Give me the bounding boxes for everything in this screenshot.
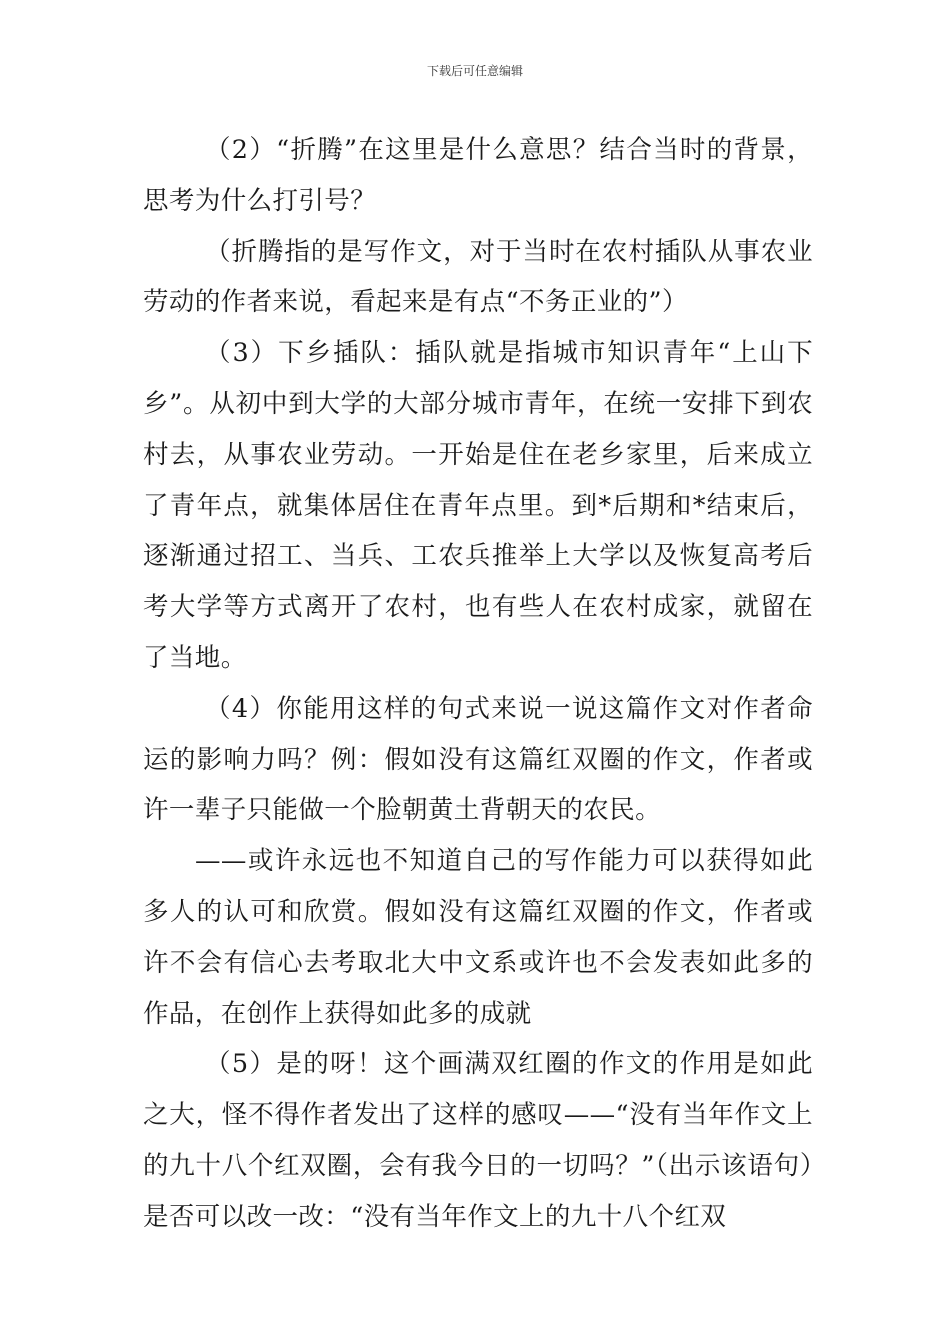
- paragraph-question-2: （2）“折腾”在这里是什么意思？结合当时的背景，思考为什么打引号？: [143, 135, 813, 216]
- paragraph-question-4: （4）你能用这样的句式来说一说这篇作文对作者命运的影响力吗？例：假如没有这篇红双圈的作文，作者或许一辈子只能做一个脸朝黄土背朝天的农民。: [143, 693, 813, 826]
- paragraph-item-5: （5）是的呀！这个画满双红圈的作文的作用是如此之大，怪不得作者发出了这样的感叹——“没有当年作文上的九十八个红双圈，会有我今日的一切吗？”（出示该语句）是否可以改一改：“没有当年作文上的九十八个红双: [143, 1049, 813, 1232]
- page-header: 下载后可任意编辑: [426, 64, 523, 78]
- document-body: [143, 125, 813, 1243]
- paragraph-item-3: （3）下乡插队：插队就是指城市知识青年“上山下乡”。从初中到大学的大部分城市青年，在统一安排下到农村去，从事农业劳动。一开始是住在老乡家里，后来成立了青年点，就集体居住在青年点里。到*后期和*结束后，逐渐通过招工、当兵、工农兵推举上大学以及恢复高考后考大学等方式离开了农村，也有些人在农村成家，就留在了当地。: [143, 338, 813, 673]
- paragraph-answer-2: （折腾指的是写作文，对于当时在农村插队从事农业劳动的作者来说，看起来是有点“不务正业的”）: [143, 236, 813, 318]
- paragraph-answer-4: ——或许永远也不知道自己的写作能力可以获得如此多人的认可和欣赏。假如没有这篇红双圈的作文，作者或许不会有信心去考取北大中文系或许也不会发表如此多的作品，在创作上获得如此多的成就: [143, 846, 813, 1029]
